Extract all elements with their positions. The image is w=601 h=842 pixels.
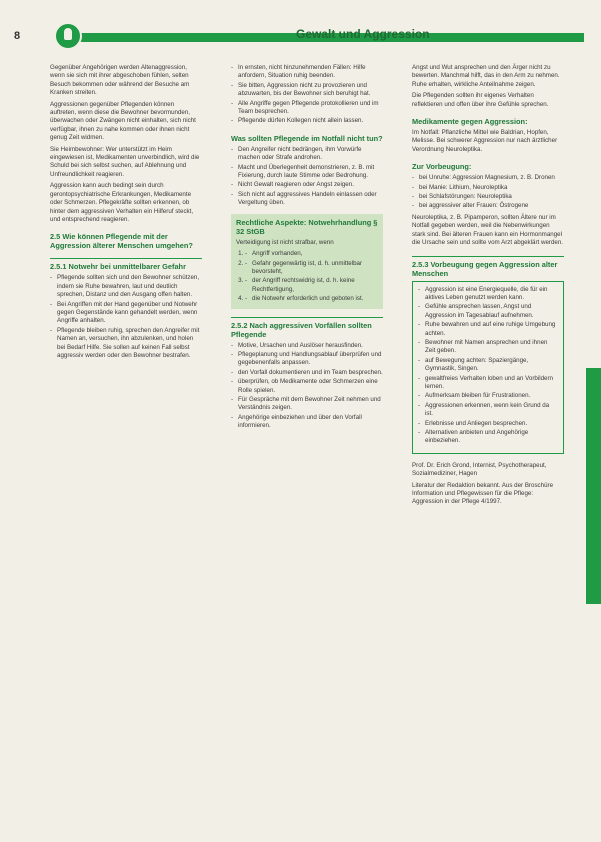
list-item: - Bei Angriffen mit der Hand gegenüber und Notwehr gegen Gegenstände kann gehandelt werden, wenn Angriffe anhalten. <box>50 301 202 326</box>
bullet-list <box>231 342 383 431</box>
list-item: - Gefühle ansprechen lassen, Angst und Aggression im Tagesablauf aufnehmen. <box>418 303 558 320</box>
box-intro: Verteidigung ist nicht strafbar, wenn <box>236 238 334 246</box>
paragraph: Gegenüber Angehörigen werden Altenaggression, wenn sie sich mit ihrer abgeschoben fühlen, selten Besuch bekommen oder während der Besuche am Kranken streiten. <box>50 64 190 97</box>
list-item: - 2. Gefahr gegenwärtig ist, d. h. unmittelbar bevorsteht, <box>245 260 378 277</box>
list-item: - Alle Angriffe gegen Pflegende protokollieren und im Team besprechen. <box>231 100 383 117</box>
numbered-list <box>236 250 378 303</box>
list-item: - gewaltfreies Verhalten loben und an Vorbildern lernen. <box>418 375 558 392</box>
bullet-list <box>50 274 202 360</box>
list-item: - auf Bewegung achten: Spaziergänge, Gymnastik, Singen. <box>418 357 558 374</box>
section-heading: Medikamente gegen Aggression: <box>412 117 528 127</box>
list-item: - Aufmerksam bleiben für Frustrationen. <box>418 392 558 400</box>
list-item: - Macht und Überlegenheit demonstrieren, z. B. mit Fixierung, durch laute Stimme oder Bedrohung. <box>231 164 383 181</box>
box-title: Rechtliche Aspekte: Notwehrhandlung § 32 StGB <box>236 217 378 236</box>
list-item: - Für Gespräche mit dem Bewohner Zeit nehmen und Verständnis zeigen. <box>231 396 383 413</box>
list-item: - Pflegeplanung und Handlungsablauf überprüfen und gegebenenfalls anpassen. <box>231 351 383 368</box>
section-heading: 2.5.1 Notwehr bei unmittelbarer Gefahr <box>50 258 202 271</box>
notes <box>412 462 564 507</box>
list-item: - In ernsten, nicht hinzunehmenden Fällen: Hilfe anfordern, Situation ruhig beenden. <box>231 64 383 81</box>
paragraph: Im Notfall: Pflanzliche Mittel wie Baldrian, Hopfen, Melisse. Bei schwerer Aggression nur nach ärztlicher Verordnung Neuroleptika. <box>412 129 558 153</box>
list-item: - überprüfen, ob Medikamente oder Schmerzen eine Rolle spielen. <box>231 378 383 395</box>
list-item: - Sich nicht auf aggressives Handeln einlassen oder Vergeltung üben. <box>231 191 383 208</box>
paragraph: Angst und Wut ansprechen und den Ärger nicht zu bewerten. Manchmal hilft, das in den Arm zu nehmen. Ruhe erhalten, wirkliche Anteilnahme zeigen. <box>412 64 560 88</box>
paragraph: Die Pflegenden sollten ihr eigenes Verhalten reflektieren und offen über ihre Gefühle sprechen. <box>412 92 549 108</box>
list-item: - 1. Angriff vorhanden, <box>245 250 378 258</box>
list-item: - Motive, Ursachen und Auslöser herausfinden. <box>231 342 383 350</box>
list-item: - Aggression ist eine Energiequelle, die für ein aktives Leben genutzt werden kann. <box>418 286 558 303</box>
column-3 <box>412 64 564 510</box>
paragraph: Aggressionen gegenüber Pflegenden können auftreten, wenn diese die Bewohner bevormunden, überwachen oder Zwängen nicht einhalten, sich nicht verfügbar, ihnen zu nahe kommen oder ihnen nicht genug Zeit widmen. <box>50 100 196 142</box>
author-note: Prof. Dr. Erich Grond, Internist, Psychotherapeut, Sozialmediziner, Hagen <box>412 461 547 478</box>
list-item: - bei Unruhe: Aggression Magnesium, z. B. Dronen <box>412 174 564 182</box>
list-item: - Erlebnisse und Anliegen besprechen. <box>418 420 558 428</box>
list-item: - den Vorfall dokumentieren und im Team besprechen. <box>231 369 383 377</box>
list-item: - 3. der Angriff rechtswidrig ist, d. h. keine Rechtfertigung, <box>245 277 378 294</box>
page-title: Gewalt und Aggression <box>296 27 430 41</box>
list-item: - Alternativen anbieten und Angehörige einbeziehen. <box>418 429 558 446</box>
list-item: - bei aggressiver alter Frauen: Östrogene <box>412 202 564 210</box>
legal-box <box>231 214 383 309</box>
prevention-box <box>412 281 564 454</box>
list-item: - Angehörige einbeziehen und über den Vorfall informieren. <box>231 414 383 431</box>
column-2 <box>231 64 383 434</box>
bullet-list <box>418 286 558 446</box>
list-item: - Pflegende sollten sich und den Bewohner schützen, indem sie Ruhe bewahren, laut und deutlich sprechen, Distanz und den Ausgang offen halten. <box>50 274 202 299</box>
list-item: - Pflegende dürfen Kollegen nicht allein lassen. <box>231 117 383 125</box>
side-tab <box>586 368 601 604</box>
list-item: - Den Angreifer nicht bedrängen, ihm Vorwürfe machen oder Strafe androhen. <box>231 146 383 163</box>
section-heading: 2.5 Wie können Pflegende mit der Aggression älterer Menschen umgehen? <box>50 232 193 251</box>
section-heading: 2.5.3 Vorbeugung gegen Aggression alter Menschen <box>412 256 564 278</box>
list-item: - Aggressionen erkennen, wenn kein Grund da ist. <box>418 402 558 419</box>
source-note: Literatur der Redaktion bekannt. Aus der Broschüre Information und Pflegewissen für die Pflege: Aggression in der Pflege 4/1997. <box>412 481 554 506</box>
list-item: - Pflegende bleiben ruhig, sprechen den Angreifer mit Namen an, versuchen, ihn abzulenken, und holen bei Bedarf Hilfe. Sie sollen auf keinen Fall selbst aggressiv werden oder den Bewohner bestrafen. <box>50 327 202 361</box>
list-item: - Ruhe bewahren und auf eine ruhige Umgebung achten. <box>418 321 558 338</box>
list-item: - Nicht Gewalt reagieren oder Angst zeigen. <box>231 181 383 189</box>
logo-icon <box>54 22 82 50</box>
section-heading: 2.5.2 Nach aggressiven Vorfällen sollten Pflegende <box>231 317 383 339</box>
list-item: - 4. die Notwehr erforderlich und geboten ist. <box>245 295 378 303</box>
bullet-list <box>231 64 383 126</box>
list-item: - bei Manie: Lithium, Neuroleptika <box>412 184 564 192</box>
paragraph: Aggression kann auch bedingt sein durch gerontopsychiatrische Erkrankungen, Medikamente oder Schmerzen. Pflegekräfte sollten erkennen, ob hinter dem aggressiven Verhalten ein Hilferuf steckt, und entsprechend reagieren. <box>50 182 194 223</box>
list-item: - Sie bitten, Aggression nicht zu provozieren und abzuwarten, bis der Bewohner sich beruhigt hat. <box>231 82 383 99</box>
section-heading: Was sollten Pflegende im Notfall nicht tun? <box>231 133 383 143</box>
column-1 <box>50 64 202 363</box>
paragraph: Neuroleptika, z. B. Pipamperon, sollten Ältere nur im Notfall gegeben werden, weil die Nebenwirkungen stark sind. Bei älteren Frauen kann ein Hormonmangel die Ursache sein und sollte vom Arzt abgeklärt werden. <box>412 213 563 247</box>
page-number: 8 <box>14 30 21 42</box>
list-item: - bei Schlafstörungen: Neuroleptika <box>412 193 564 201</box>
bullet-list <box>412 174 564 211</box>
bullet-list <box>231 146 383 208</box>
list-item: - Bewohner mit Namen ansprechen und ihnen Zeit geben. <box>418 339 558 356</box>
paragraph: Sie Heimbewohner: Wer unterstützt im Heim eingewiesen ist, Medikamenten unverbindlich, wird die Schuld bei sich selbst suchen, auf Ablehnung und Unfreundlichkeit reagieren. <box>50 145 200 178</box>
section-heading: Zur Vorbeugung: <box>412 162 472 172</box>
